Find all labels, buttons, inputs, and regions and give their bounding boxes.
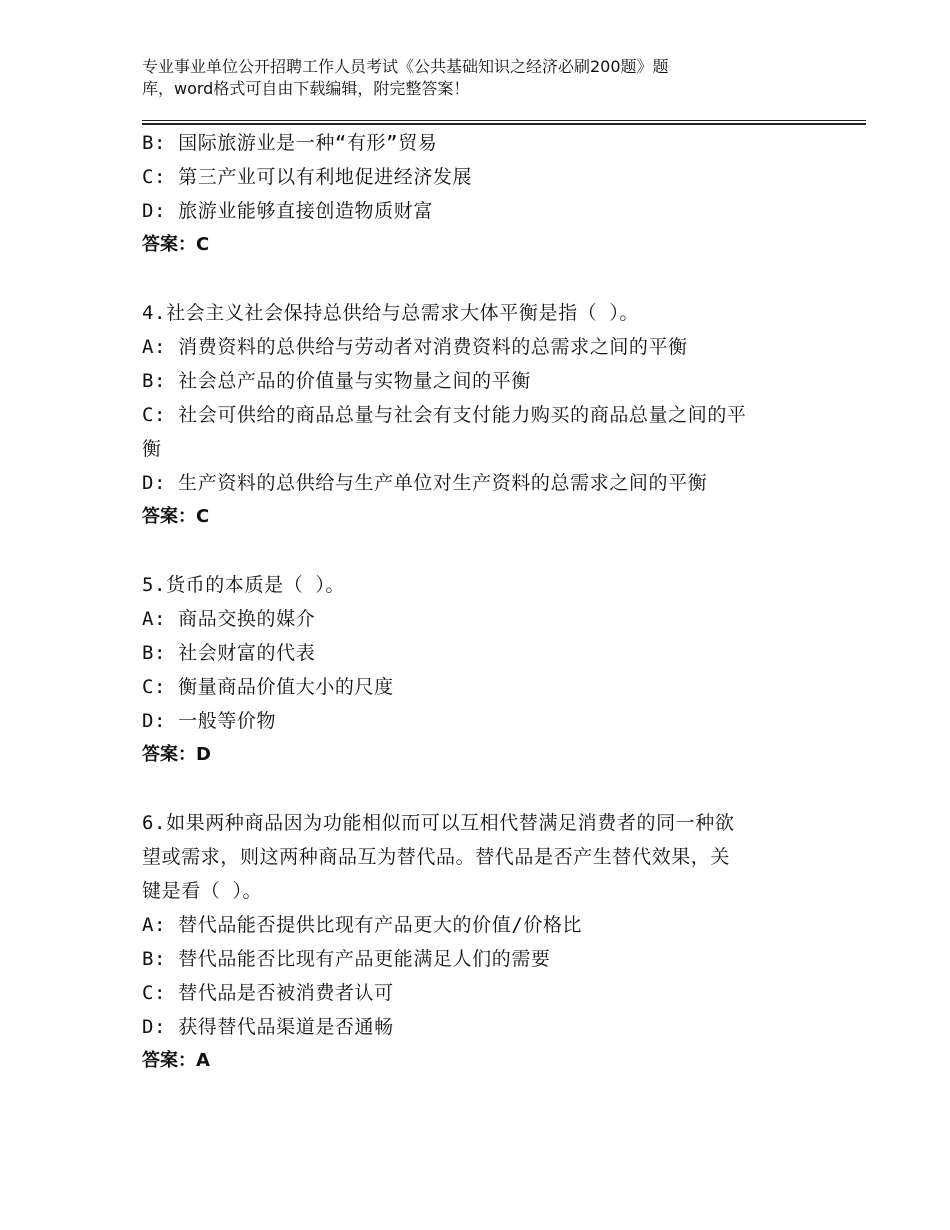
question-4 [142,296,822,534]
header-rule-thin [142,120,866,121]
question-stem: 4.社会主义社会保持总供给与总需求大体平衡是指（ ）。 [142,302,640,324]
question-list [142,126,822,1078]
option-d: D: 旅游业能够直接创造物质财富 [142,200,433,222]
option-b: B: 社会财富的代表 [142,642,316,664]
question-6 [142,806,822,1078]
question-3-tail [142,126,822,262]
spacer [142,772,822,806]
spacer [142,262,822,296]
option-c-line-2: 衡 [142,438,162,460]
option-a: A: 替代品能否提供比现有产品更大的价值/价格比 [142,914,583,936]
question-stem-line-3: 键是看（ ）。 [142,880,263,902]
option-b: B: 替代品能否比现有产品更能满足人们的需要 [142,948,551,970]
option-c: C: 替代品是否被消费者认可 [142,982,394,1004]
option-d: D: 生产资料的总供给与生产单位对生产资料的总需求之间的平衡 [142,472,708,494]
option-d: D: 一般等价物 [142,710,277,732]
option-d: D: 获得替代品渠道是否通畅 [142,1016,394,1038]
answer-label: 答案：A [142,1050,210,1071]
question-stem-line-2: 望或需求，则这两种商品互为替代品。替代品是否产生替代效果，关 [142,846,731,868]
option-b: B: 社会总产品的价值量与实物量之间的平衡 [142,370,531,392]
header-rule-thick [142,123,866,125]
spacer [142,534,822,568]
answer-label: 答案：D [142,744,211,765]
header-line-1: 专业事业单位公开招聘工作人员考试《公共基础知识之经济必刷200题》题 [142,57,669,76]
question-5 [142,568,822,772]
option-a: A: 商品交换的媒介 [142,608,316,630]
option-c: C: 衡量商品价值大小的尺度 [142,676,394,698]
option-c: C: 第三产业可以有利地促进经济发展 [142,166,473,188]
header-line-2: 库，word格式可自由下载编辑，附完整答案！ [142,79,470,98]
answer-label: 答案：C [142,234,210,255]
answer-label: 答案：C [142,506,210,527]
document-header [142,56,782,100]
question-stem: 5.货币的本质是（ ）。 [142,574,346,596]
option-a: A: 消费资料的总供给与劳动者对消费资料的总需求之间的平衡 [142,336,688,358]
option-c-line-1: C: 社会可供给的商品总量与社会有支付能力购买的商品总量之间的平 [142,404,747,426]
question-stem-line-1: 6.如果两种商品因为功能相似而可以互相代替满足消费者的同一种欲 [142,812,735,834]
option-b: B: 国际旅游业是一种“有形”贸易 [142,132,438,154]
